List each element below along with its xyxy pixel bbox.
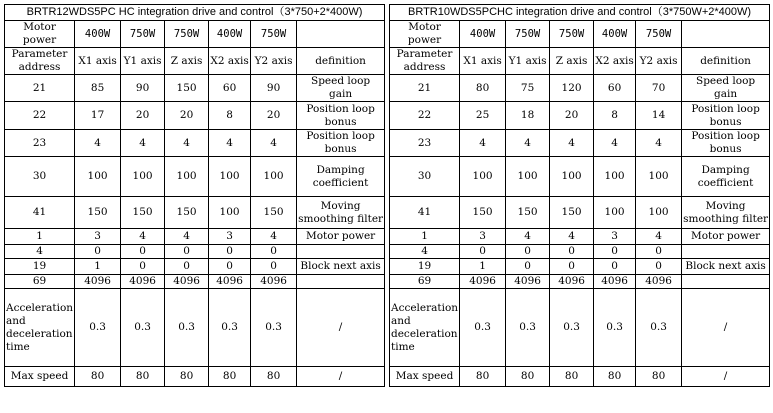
parameter-address: 4 bbox=[5, 245, 75, 259]
parameter-value: 0 bbox=[165, 259, 209, 275]
parameter-value: 0.3 bbox=[75, 289, 121, 367]
parameter-value: 80 bbox=[460, 367, 506, 387]
parameter-value: 0 bbox=[165, 245, 209, 259]
table-row bbox=[390, 75, 770, 102]
parameter-address: 23 bbox=[390, 130, 460, 157]
parameter-value: 3 bbox=[594, 229, 636, 245]
parameter-value: 80 bbox=[251, 367, 297, 387]
parameter-value: 100 bbox=[506, 157, 550, 197]
parameter-value: 150 bbox=[165, 75, 209, 102]
motor-power-value: 400W bbox=[594, 21, 636, 48]
parameter-value: 60 bbox=[209, 75, 251, 102]
parameter-value: 0.3 bbox=[636, 289, 682, 367]
parameter-value: 0 bbox=[209, 245, 251, 259]
parameter-value: 100 bbox=[594, 157, 636, 197]
empty-cell bbox=[297, 21, 385, 48]
parameter-value: 4096 bbox=[636, 275, 682, 289]
parameter-value: 80 bbox=[636, 367, 682, 387]
table-row bbox=[5, 197, 385, 229]
parameter-value: 4 bbox=[460, 130, 506, 157]
motor-power-label: Motor power bbox=[5, 21, 75, 48]
parameter-definition bbox=[682, 275, 770, 289]
parameter-value: 4 bbox=[550, 229, 594, 245]
parameter-address: Max speed bbox=[390, 367, 460, 387]
parameter-value: 4096 bbox=[165, 275, 209, 289]
axis-header: Y2 axis bbox=[636, 48, 682, 75]
parameter-value: 100 bbox=[550, 157, 594, 197]
parameter-definition bbox=[297, 245, 385, 259]
parameter-value: 4096 bbox=[75, 275, 121, 289]
parameter-value: 4 bbox=[506, 130, 550, 157]
parameter-value: 4 bbox=[636, 130, 682, 157]
parameter-value: 4096 bbox=[506, 275, 550, 289]
table-row bbox=[390, 289, 770, 367]
parameter-definition: Position loop bonus bbox=[297, 102, 385, 130]
parameter-value: 4096 bbox=[121, 275, 165, 289]
parameter-definition: Block next axis bbox=[682, 259, 770, 275]
parameter-value: 4 bbox=[75, 130, 121, 157]
parameter-value: 100 bbox=[460, 157, 506, 197]
parameter-definition: Damping coefficient bbox=[682, 157, 770, 197]
parameter-definition: Damping coefficient bbox=[297, 157, 385, 197]
parameter-value: 4 bbox=[121, 229, 165, 245]
parameter-value: 80 bbox=[121, 367, 165, 387]
parameter-value: 0 bbox=[636, 259, 682, 275]
table-row bbox=[390, 157, 770, 197]
parameter-value: 8 bbox=[209, 102, 251, 130]
parameter-address: 22 bbox=[5, 102, 75, 130]
parameter-value: 0 bbox=[75, 245, 121, 259]
table-row bbox=[5, 75, 385, 102]
parameter-value: 0.3 bbox=[550, 289, 594, 367]
parameter-address: 30 bbox=[390, 157, 460, 197]
table-row bbox=[5, 245, 385, 259]
parameter-definition: Moving smoothing filter bbox=[682, 197, 770, 229]
parameter-definition: Motor power bbox=[297, 229, 385, 245]
parameter-definition: Position loop bonus bbox=[682, 130, 770, 157]
motor-power-value: 400W bbox=[75, 21, 121, 48]
parameter-definition: Position loop bonus bbox=[297, 130, 385, 157]
parameter-value: 85 bbox=[75, 75, 121, 102]
parameter-address: 69 bbox=[5, 275, 75, 289]
parameter-value: 0 bbox=[460, 245, 506, 259]
axis-header: Y1 axis bbox=[506, 48, 550, 75]
parameter-value: 0.3 bbox=[506, 289, 550, 367]
parameter-address: 4 bbox=[390, 245, 460, 259]
parameter-value: 60 bbox=[594, 75, 636, 102]
axis-header: Z axis bbox=[165, 48, 209, 75]
parameter-value: 4096 bbox=[209, 275, 251, 289]
parameter-value: 90 bbox=[121, 75, 165, 102]
parameter-value: 17 bbox=[75, 102, 121, 130]
parameter-value: 100 bbox=[636, 197, 682, 229]
parameter-value: 100 bbox=[121, 157, 165, 197]
parameter-definition: / bbox=[682, 367, 770, 387]
parameter-address: Acceleration and deceleration time bbox=[5, 289, 75, 367]
parameter-address: 19 bbox=[5, 259, 75, 275]
parameter-value: 25 bbox=[460, 102, 506, 130]
parameter-value: 4096 bbox=[460, 275, 506, 289]
parameter-value: 0 bbox=[251, 259, 297, 275]
parameter-value: 150 bbox=[251, 197, 297, 229]
parameter-value: 4 bbox=[209, 130, 251, 157]
axis-header: X1 axis bbox=[460, 48, 506, 75]
parameter-value: 0.3 bbox=[209, 289, 251, 367]
axis-header: Z axis bbox=[550, 48, 594, 75]
parameter-address: Acceleration and deceleration time bbox=[390, 289, 460, 367]
parameter-value: 0 bbox=[594, 245, 636, 259]
parameter-value: 4 bbox=[165, 229, 209, 245]
parameter-value: 80 bbox=[209, 367, 251, 387]
parameter-value: 0 bbox=[506, 245, 550, 259]
motor-power-value: 750W bbox=[550, 21, 594, 48]
parameter-value: 150 bbox=[550, 197, 594, 229]
parameter-value: 3 bbox=[460, 229, 506, 245]
parameter-value: 80 bbox=[460, 75, 506, 102]
parameter-value: 20 bbox=[550, 102, 594, 130]
table-row bbox=[390, 130, 770, 157]
parameter-definition: Motor power bbox=[682, 229, 770, 245]
parameter-value: 0.3 bbox=[460, 289, 506, 367]
parameter-value: 120 bbox=[550, 75, 594, 102]
parameter-value: 4 bbox=[594, 130, 636, 157]
parameter-value: 80 bbox=[75, 367, 121, 387]
parameter-address: 69 bbox=[390, 275, 460, 289]
parameter-address: Max speed bbox=[5, 367, 75, 387]
parameter-value: 100 bbox=[209, 157, 251, 197]
table-row bbox=[390, 259, 770, 275]
parameter-address-label: Parameter address bbox=[5, 48, 75, 75]
parameter-value: 80 bbox=[594, 367, 636, 387]
parameter-value: 80 bbox=[550, 367, 594, 387]
parameter-value: 18 bbox=[506, 102, 550, 130]
table-row bbox=[5, 289, 385, 367]
motor-power-value: 750W bbox=[506, 21, 550, 48]
table-row bbox=[5, 157, 385, 197]
parameter-value: 20 bbox=[251, 102, 297, 130]
parameter-value: 150 bbox=[165, 197, 209, 229]
table-row bbox=[5, 275, 385, 289]
parameter-address: 21 bbox=[390, 75, 460, 102]
axis-header: X2 axis bbox=[594, 48, 636, 75]
parameter-value: 20 bbox=[165, 102, 209, 130]
parameter-value: 80 bbox=[506, 367, 550, 387]
parameter-value: 80 bbox=[165, 367, 209, 387]
parameter-value: 3 bbox=[75, 229, 121, 245]
parameter-value: 4 bbox=[550, 130, 594, 157]
table-row bbox=[390, 275, 770, 289]
motor-power-value: 750W bbox=[165, 21, 209, 48]
parameter-value: 14 bbox=[636, 102, 682, 130]
parameter-value: 100 bbox=[75, 157, 121, 197]
parameter-definition: Speed loop gain bbox=[682, 75, 770, 102]
parameter-value: 100 bbox=[209, 197, 251, 229]
parameter-definition: Moving smoothing filter bbox=[297, 197, 385, 229]
parameter-value: 1 bbox=[460, 259, 506, 275]
parameter-value: 8 bbox=[594, 102, 636, 130]
parameter-address: 23 bbox=[5, 130, 75, 157]
parameter-definition bbox=[682, 245, 770, 259]
parameter-value: 150 bbox=[460, 197, 506, 229]
parameter-value: 0 bbox=[636, 245, 682, 259]
parameter-value: 70 bbox=[636, 75, 682, 102]
definition-header: definition bbox=[297, 48, 385, 75]
parameter-value: 100 bbox=[251, 157, 297, 197]
motor-power-value: 750W bbox=[251, 21, 297, 48]
parameter-value: 100 bbox=[636, 157, 682, 197]
motor-power-value: 400W bbox=[460, 21, 506, 48]
parameter-address: 41 bbox=[390, 197, 460, 229]
parameter-definition: Speed loop gain bbox=[297, 75, 385, 102]
parameter-value: 4 bbox=[636, 229, 682, 245]
table-row bbox=[5, 130, 385, 157]
parameter-value: 4096 bbox=[251, 275, 297, 289]
parameter-value: 100 bbox=[594, 197, 636, 229]
left-parameter-table bbox=[4, 4, 385, 387]
parameter-value: 4 bbox=[121, 130, 165, 157]
parameter-value: 4096 bbox=[550, 275, 594, 289]
parameter-value: 75 bbox=[506, 75, 550, 102]
parameter-address-label: Parameter address bbox=[390, 48, 460, 75]
parameter-value: 0 bbox=[506, 259, 550, 275]
parameter-value: 4 bbox=[251, 130, 297, 157]
parameter-value: 90 bbox=[251, 75, 297, 102]
parameter-value: 0 bbox=[550, 259, 594, 275]
parameter-address: 21 bbox=[5, 75, 75, 102]
parameter-value: 150 bbox=[75, 197, 121, 229]
parameter-definition: / bbox=[682, 289, 770, 367]
parameter-value: 0 bbox=[251, 245, 297, 259]
parameter-value: 0.3 bbox=[121, 289, 165, 367]
table-row bbox=[5, 229, 385, 245]
table-row bbox=[390, 245, 770, 259]
parameter-definition bbox=[297, 275, 385, 289]
table-title: BRTR10WDS5PCHC integration drive and control（3*750W+2*400W) bbox=[390, 5, 770, 21]
parameter-value: 100 bbox=[165, 157, 209, 197]
parameter-address: 1 bbox=[5, 229, 75, 245]
axis-header: Y1 axis bbox=[121, 48, 165, 75]
table-row bbox=[390, 367, 770, 387]
motor-power-value: 750W bbox=[636, 21, 682, 48]
motor-power-label: Motor power bbox=[390, 21, 460, 48]
parameter-value: 150 bbox=[121, 197, 165, 229]
parameter-value: 1 bbox=[75, 259, 121, 275]
parameter-value: 0.3 bbox=[251, 289, 297, 367]
parameter-definition: / bbox=[297, 367, 385, 387]
parameter-value: 4 bbox=[506, 229, 550, 245]
parameter-value: 0.3 bbox=[594, 289, 636, 367]
right-parameter-table bbox=[389, 4, 770, 387]
parameter-address: 30 bbox=[5, 157, 75, 197]
parameter-definition: Block next axis bbox=[297, 259, 385, 275]
parameter-value: 4 bbox=[251, 229, 297, 245]
parameter-value: 150 bbox=[506, 197, 550, 229]
parameter-address: 19 bbox=[390, 259, 460, 275]
parameter-value: 4096 bbox=[594, 275, 636, 289]
parameter-address: 41 bbox=[5, 197, 75, 229]
motor-power-value: 400W bbox=[209, 21, 251, 48]
axis-header: Y2 axis bbox=[251, 48, 297, 75]
table-row bbox=[5, 102, 385, 130]
parameter-value: 20 bbox=[121, 102, 165, 130]
parameter-value: 4 bbox=[165, 130, 209, 157]
definition-header: definition bbox=[682, 48, 770, 75]
empty-cell bbox=[682, 21, 770, 48]
parameter-value: 0 bbox=[209, 259, 251, 275]
parameter-value: 0.3 bbox=[165, 289, 209, 367]
parameter-address: 1 bbox=[390, 229, 460, 245]
parameter-value: 0 bbox=[594, 259, 636, 275]
parameter-address: 22 bbox=[390, 102, 460, 130]
table-title: BRTR12WDS5PC HC integration drive and control（3*750+2*400W) bbox=[5, 5, 385, 21]
table-row bbox=[390, 197, 770, 229]
axis-header: X2 axis bbox=[209, 48, 251, 75]
parameter-definition: Position loop bonus bbox=[682, 102, 770, 130]
table-row bbox=[390, 102, 770, 130]
axis-header: X1 axis bbox=[75, 48, 121, 75]
parameter-definition: / bbox=[297, 289, 385, 367]
parameter-value: 3 bbox=[209, 229, 251, 245]
parameter-value: 0 bbox=[121, 245, 165, 259]
parameter-value: 0 bbox=[550, 245, 594, 259]
table-row bbox=[5, 259, 385, 275]
motor-power-value: 750W bbox=[121, 21, 165, 48]
table-row bbox=[390, 229, 770, 245]
parameter-value: 0 bbox=[121, 259, 165, 275]
table-row bbox=[5, 367, 385, 387]
